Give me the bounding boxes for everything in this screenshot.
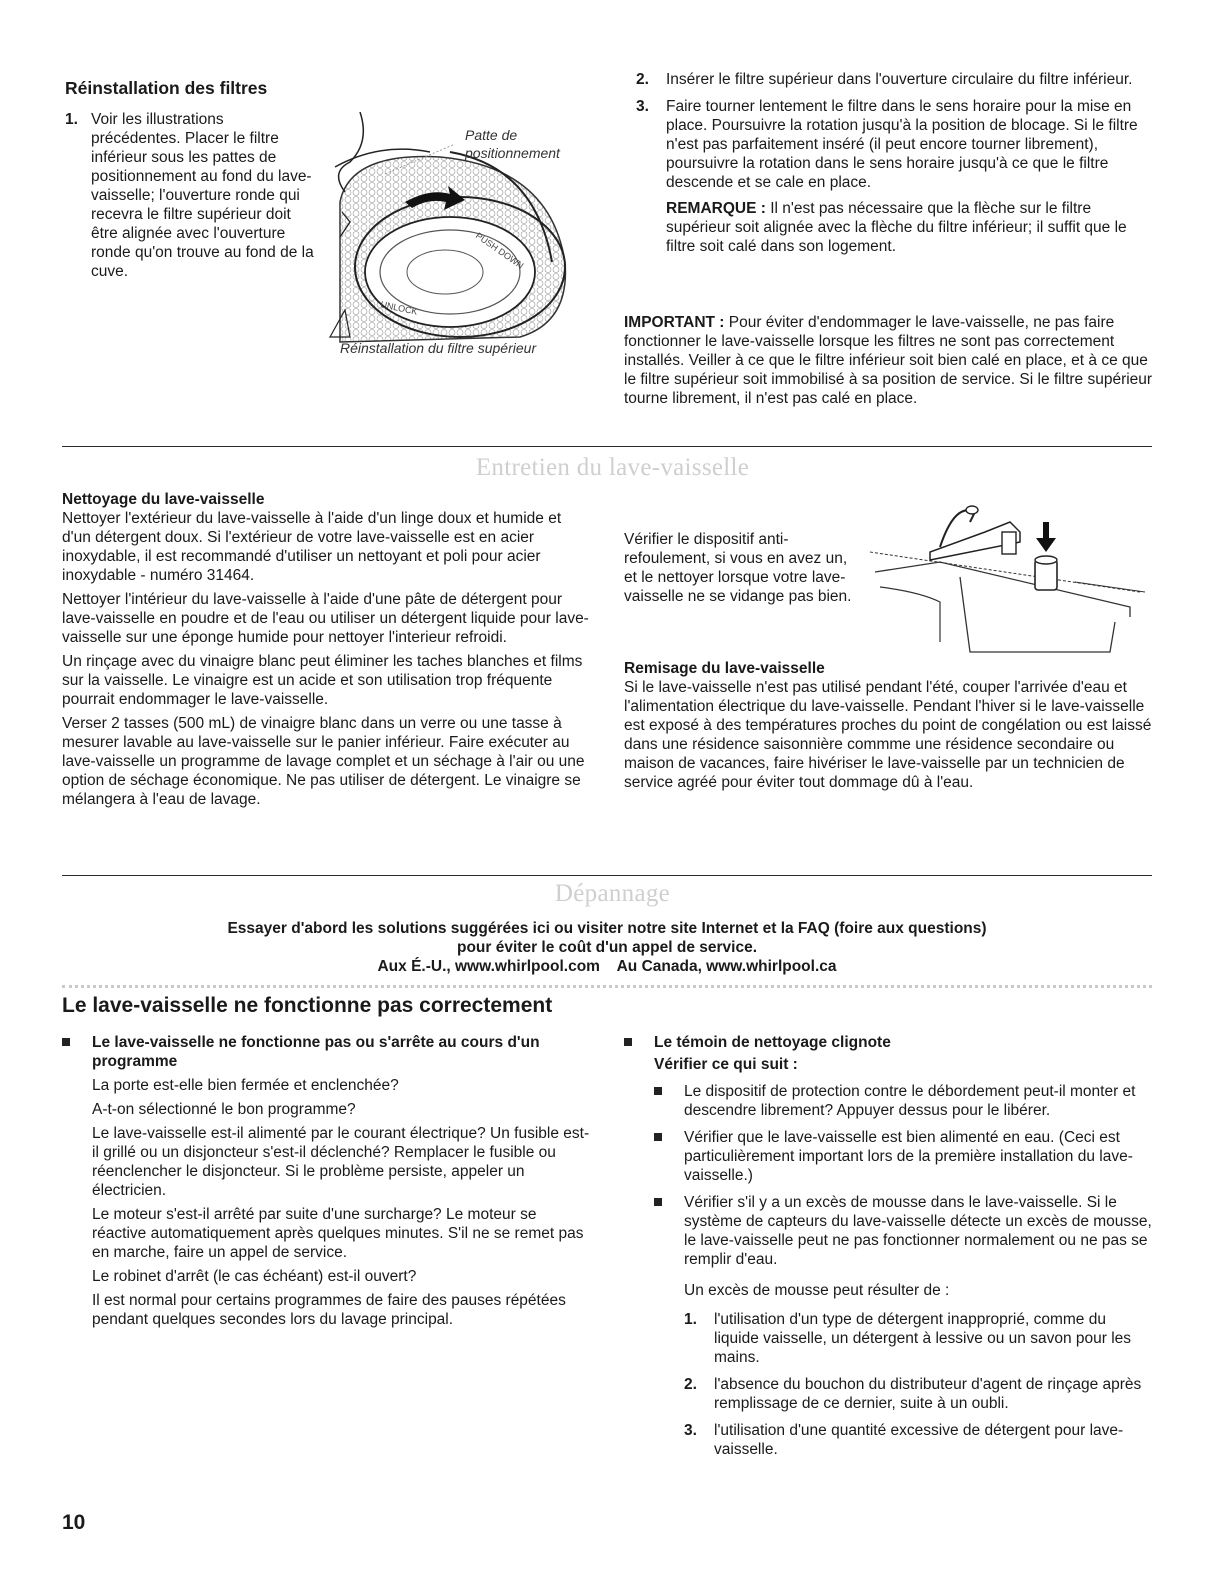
nettoyage-heading: Nettoyage du lave-vaisselle: [62, 491, 265, 508]
check-item: Il est normal pour certains programmes de faire des pauses répétées pendant quelques secondes lors du lavage principal.: [92, 1292, 566, 1328]
step-number: 2.: [636, 71, 649, 88]
step-number: 3.: [636, 98, 649, 115]
link-us[interactable]: Aux É.-U., www.whirlpool.com: [377, 958, 600, 975]
remarque-label: REMARQUE :: [666, 200, 766, 217]
square-bullet-icon: [654, 1087, 662, 1095]
filters-step-3: [636, 97, 1146, 256]
filters-step-1: [65, 110, 315, 281]
section-divider: [62, 446, 1152, 447]
push-down-text: PUSH DOWN: [473, 230, 526, 271]
check-item: A-t-on sélectionné le bon programme?: [92, 1101, 356, 1118]
mousse-list: [624, 1310, 1154, 1459]
problem-right: [624, 1033, 1154, 1467]
item-text: l'absence du bouchon du distributeur d'agent de rinçage après remplissage de ce dernier, suite à un oubli.: [714, 1376, 1142, 1412]
left-checks: [62, 1076, 592, 1329]
check-item: Le moteur s'est-il arrêté par suite d'une surcharge? Le moteur se réactive automatiquement après quelques minutes. S'il ne se remet pas en marche, faire un appel de service.: [92, 1206, 584, 1261]
callout-line-1: Essayer d'abord les solutions suggérées ici ou visiter notre site Internet et la FAQ (foire aux questions): [227, 920, 987, 937]
square-bullet-icon: [654, 1198, 662, 1206]
sub-bullet-text: Vérifier s'il y a un excès de mousse dans le lave-vaisselle. Si le système de capteurs du lave-vaisselle détecte un excès de mousse, le lave-vaisselle peut ne pas fonctionner normalement ou ne pas se remplir d'eau.: [684, 1194, 1152, 1268]
item-text: l'utilisation d'un type de détergent inapproprié, comme du liquide vaisselle, un détergent à lessive ou un savon pour les mains.: [714, 1311, 1132, 1366]
important-label: IMPORTANT :: [624, 314, 725, 331]
filters-step-2: [636, 70, 1146, 89]
problem-heading: Le lave-vaisselle ne fonctionne pas correctement: [62, 994, 553, 1017]
sink-drawing: [860, 492, 1150, 662]
label-line-1: Patte de: [465, 127, 518, 143]
paragraph: Verser 2 tasses (500 mL) de vinaigre blanc dans un verre ou une tasse à mesurer lavable au lave-vaisselle sur le panier inférieur. Faire exécuter au lave-vaisselle un programme de lavage complet et un séchage à l'air ou une option de séchage économique. Ne pas utiliser de détergent. Le vinaigre se mélangera à l'eau de lavage.: [62, 715, 585, 808]
bullet-heading-right: [624, 1033, 1154, 1052]
illustration-caption: Réinstallation du filtre supérieur: [340, 340, 537, 356]
mousse-item: [684, 1310, 1154, 1367]
step-text: Insérer le filtre supérieur dans l'ouverture circulaire du filtre inférieur.: [666, 71, 1133, 88]
check-item: La porte est-elle bien fermée et enclenchée?: [92, 1077, 399, 1094]
section-divider: [62, 875, 1152, 876]
section-heading-filters: Réinstallation des filtres: [65, 78, 268, 98]
bullet-heading-left: [62, 1033, 592, 1071]
link-canada[interactable]: Au Canada, www.whirlpool.ca: [616, 958, 837, 975]
mousse-item: [684, 1421, 1154, 1459]
callout-box: [62, 919, 1152, 976]
paragraph: Nettoyer l'extérieur du lave-vaisselle à l'aide d'un linge doux et humide et d'un détergent doux. Si l'extérieur de votre lave-vaisselle est en acier inoxydable, il est recommandé d'utiliser un nettoyant et poli pour acier inoxydable - numéro 31464.: [62, 510, 562, 584]
remarque-note: [666, 199, 1146, 256]
step-text: Voir les illustrations précédentes. Placer le filtre inférieur sous les pattes de positionnement au fond du lave-vaisselle; l'ouverture ronde qui recevra le filtre supérieur doit être alignée avec l'ouverture ronde qu'on trouve au fond de la cuve.: [91, 111, 314, 280]
sub-bullet: [654, 1082, 1154, 1120]
important-note: [624, 313, 1154, 408]
check-item: Le robinet d'arrêt (le cas échéant) est-il ouvert?: [92, 1268, 417, 1285]
nettoyage-paragraphs: [62, 509, 592, 809]
sub-bullet: [654, 1193, 1154, 1269]
bullet-heading-text: Le lave-vaisselle ne fonctionne pas ou s'arrête au cours d'un programme: [92, 1034, 540, 1070]
paragraph: Nettoyer l'intérieur du lave-vaisselle à l'aide d'une pâte de détergent pour lave-vaisselle en poudre et de l'eau ou utiliser un détergent liquide pour lave-vaisselle sur une éponge humide pour nettoyer l'interieur refroidi.: [62, 591, 589, 646]
filter-illustration: [320, 112, 590, 352]
sub-bullet-text: Vérifier que le lave-vaisselle est bien alimenté en eau. (Ceci est particulièrement important lors de la première installation du lave-vaisselle.): [684, 1129, 1133, 1184]
remisage-block: [624, 659, 1154, 792]
square-bullet-icon: [62, 1038, 70, 1046]
remisage-text: Si le lave-vaisselle n'est pas utilisé pendant l'été, couper l'arrivée d'eau et l'alimentation électrique du lave-vaisselle. Pendant l'hiver si le lave-vaisselle est exposé à des températures proches du point de congélation ou est laissé dans une résidence saisonnière commme une résidence secondaire ou maison de vacances, faire hivériser le lave-vaisselle par un technicien de service agréé pour éviter tout dommage dû à l'eau.: [624, 679, 1152, 791]
mousse-item: [684, 1375, 1154, 1413]
check-item: Le lave-vaisselle est-il alimenté par le courant électrique? Un fusible est-il grillé ou un disjoncteur s'est-il déclenché? Remplacer le fusible ou réenclencher le disjoncteur. Si le problème persiste, appeler un électricien.: [92, 1125, 590, 1199]
right-bullets: [624, 1082, 1154, 1269]
nettoyage-block: [62, 490, 592, 814]
step-number: 1.: [65, 111, 78, 128]
remarque-text: Il n'est pas nécessaire que la flèche sur le filtre supérieur soit alignée avec la flèche du filtre inférieur; il suffit que le filtre soit calé dans son logement.: [666, 200, 1127, 255]
section-title-depannage: Dépannage: [554, 880, 671, 907]
callout-line-2: pour éviter le coût d'un appel de service.: [457, 939, 757, 956]
paragraph: Un rinçage avec du vinaigre blanc peut éliminer les taches blanches et films sur la vaisselle. Le vinaigre est un acide et son utilisation trop fréquente pourrait endommager le lave-vaisselle.: [62, 653, 583, 708]
square-bullet-icon: [624, 1038, 632, 1046]
important-text: Pour éviter d'endommager le lave-vaisselle, ne pas faire fonctionner le lave-vaisselle lorsque les filtres ne sont pas correctement installés. Veiller à ce que le filtre inférieur soit bien calé en place, et à ce que le filtre supérieur soit immobilisé à sa position de service. Si le filtre supérieur tourne librement, il n'est pas calé en place.: [624, 314, 1153, 407]
illustration-label: [465, 126, 560, 162]
section-title-entretien: Entretien du lave-vaisselle: [475, 454, 750, 481]
bullet-heading-text: Le témoin de nettoyage clignote: [654, 1034, 891, 1051]
step-text: Faire tourner lentement le filtre dans le sens horaire pour la mise en place. Poursuivre la rotation jusqu'à la position de blocage. Si le filtre n'est pas parfaitement inséré (il peut encore tourner librement), poursuivre la rotation dans le sens horaire jusqu'à ce que le filtre descende et se cale en place.: [666, 98, 1138, 191]
sink-illustration: [860, 492, 1150, 662]
problem-left: [62, 1033, 592, 1334]
antireflux-text: Vérifier le dispositif anti-refoulement, si vous en avez un, et le nettoyer lorsque votre lave-vaisselle ne se vidange pas bien.: [624, 531, 852, 605]
item-number: 1.: [684, 1311, 697, 1328]
sub-bullet-text: Le dispositif de protection contre le débordement peut-il monter et descendre librement? Appuyer dessus pour le libérer.: [684, 1083, 1136, 1119]
filters-steps-right: [636, 70, 1146, 264]
down-arrow-icon: [1036, 538, 1056, 552]
item-number: 2.: [684, 1376, 697, 1393]
unlock-text: UNLOCK: [379, 299, 419, 317]
item-text: l'utilisation d'une quantité excessive de détergent pour lave-vaisselle.: [714, 1422, 1124, 1458]
mousse-intro: Un excès de mousse peut résulter de :: [684, 1282, 950, 1299]
sub-bullet: [654, 1128, 1154, 1185]
square-bullet-icon: [654, 1133, 662, 1141]
remisage-heading: Remisage du lave-vaisselle: [624, 660, 825, 677]
item-number: 3.: [684, 1422, 697, 1439]
page-number: 10: [62, 1511, 86, 1534]
callout-links: [62, 957, 1152, 976]
label-line-2: positionnement: [465, 145, 560, 161]
right-subheading: Vérifier ce qui suit :: [654, 1056, 798, 1073]
dotted-divider: [62, 985, 1152, 988]
